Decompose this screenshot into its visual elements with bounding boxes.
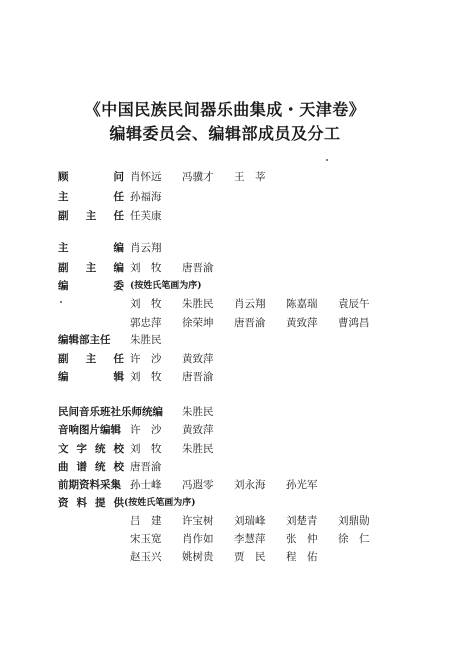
- text-proof-name: 朱胜民: [182, 443, 214, 455]
- early-collection-name: 冯遐零: [182, 479, 214, 491]
- deputy-chief-editor-name: 刘 牧: [130, 262, 162, 274]
- dept-deputy-name: 许 沙: [130, 353, 162, 365]
- early-collection-name: 孙士峰: [130, 479, 162, 491]
- committee-member: 唐晋渝: [234, 317, 266, 329]
- materials-contributor: 程 佑: [286, 551, 318, 563]
- deputy-director-label: 副 主 任: [58, 210, 124, 222]
- editors-label: 编 辑: [58, 371, 124, 383]
- consultant-name: 冯骥才: [182, 171, 214, 183]
- materials-names-row: [0, 548, 450, 566]
- folk-band-editor-row: [0, 403, 450, 421]
- early-collection-name: 刘永海: [234, 479, 266, 491]
- materials-contributor: 徐 仁: [338, 533, 370, 545]
- materials-contributor: 许宝树: [182, 515, 214, 527]
- materials-contributor: 刘瑞峰: [234, 515, 266, 527]
- audio-image-editor-label: 音响图片编辑: [58, 424, 121, 436]
- text-proof-name: 刘 牧: [130, 443, 162, 455]
- scan-speck: [326, 159, 328, 161]
- materials-row: [0, 494, 450, 512]
- committee-order-note: (按姓氏笔画为序): [130, 281, 202, 291]
- dept-deputy-row: [0, 350, 450, 368]
- consultant-name: 王 莘: [234, 171, 266, 183]
- materials-label: 资 料 提 供: [58, 497, 124, 509]
- materials-names-row: [0, 530, 450, 548]
- text-proof-row: [0, 440, 450, 458]
- materials-contributor: 刘楚青: [286, 515, 318, 527]
- dept-director-row: [0, 331, 450, 349]
- scan-speck: [60, 301, 62, 303]
- committee-row: [0, 277, 450, 295]
- dept-director-label: 编辑部主任: [58, 334, 111, 346]
- editor-name: 刘 牧: [130, 371, 162, 383]
- committee-member: 黄致萍: [286, 317, 318, 329]
- committee-member: 陈嘉瑞: [286, 298, 318, 310]
- editors-row: [0, 368, 450, 386]
- chief-editor-label: 主 编: [58, 242, 124, 254]
- materials-contributor: 刘鼎勋: [338, 515, 370, 527]
- committee-member: 郭忠萍: [130, 317, 162, 329]
- committee-member: 徐荣坤: [182, 317, 214, 329]
- audio-image-editor-row: [0, 421, 450, 439]
- deputy-chief-editor-label: 副 主 编: [58, 262, 124, 274]
- document-title: 《中国民族民间器乐曲集成・天津卷》: [84, 100, 366, 119]
- committee-names-row: [0, 314, 450, 332]
- materials-contributor: 贾 民: [234, 551, 266, 563]
- consultant-name: 肖怀远: [130, 171, 162, 183]
- dept-deputy-label: 副 主 任: [58, 353, 124, 365]
- score-proof-label: 曲 谱 统 校: [58, 461, 124, 473]
- materials-contributor: 李慧萍: [234, 533, 266, 545]
- materials-contributor: 赵玉兴: [130, 551, 162, 563]
- early-collection-row: [0, 476, 450, 494]
- committee-member: 肖云翔: [234, 298, 266, 310]
- text-proof-label: 文 字 统 校: [58, 443, 124, 455]
- committee-label: 编 委: [58, 280, 124, 292]
- committee-member: 曹鸿昌: [338, 317, 370, 329]
- folk-band-editor-name: 朱胜民: [182, 406, 214, 418]
- consultants-label: 顾 问: [58, 171, 124, 183]
- materials-contributor: 宋玉宽: [130, 533, 162, 545]
- folk-band-editor-label: 民间音乐班社乐师统编: [58, 406, 163, 418]
- dept-director-name: 朱胜民: [130, 334, 162, 346]
- materials-contributor: 姚树贵: [182, 551, 214, 563]
- director-name: 孙福海: [130, 191, 162, 203]
- materials-contributor: 张 仲: [286, 533, 318, 545]
- materials-names-row: [0, 512, 450, 530]
- editor-name: 唐晋渝: [182, 371, 214, 383]
- document-subtitle: 编辑委员会、编辑部成员及分工: [109, 124, 341, 143]
- committee-names-row: [0, 295, 450, 313]
- dept-deputy-name: 黄致萍: [182, 353, 214, 365]
- materials-contributor: 肖作如: [182, 533, 214, 545]
- committee-member: 刘 牧: [130, 298, 162, 310]
- deputy-director-name: 任芙康: [130, 210, 162, 222]
- materials-contributor: 吕 建: [130, 515, 162, 527]
- score-proof-row: [0, 458, 450, 476]
- materials-order-note: (按姓氏笔画为序): [124, 498, 196, 508]
- chief-editor-row: [0, 239, 450, 257]
- audio-image-editor-name: 黄致萍: [182, 424, 214, 436]
- early-collection-name: 孙光军: [286, 479, 318, 491]
- chief-editor-name: 肖云翔: [130, 242, 162, 254]
- deputy-chief-editor-name: 唐晋渝: [182, 262, 214, 274]
- audio-image-editor-name: 许 沙: [130, 424, 162, 436]
- deputy-director-row: [0, 207, 450, 225]
- director-label: 主 任: [58, 191, 124, 203]
- committee-member: 朱胜民: [182, 298, 214, 310]
- consultants-row: [0, 168, 450, 186]
- deputy-chief-editor-row: [0, 259, 450, 277]
- early-collection-label: 前期资料采集: [58, 479, 121, 491]
- committee-member: 袁辰午: [338, 298, 370, 310]
- score-proof-name: 唐晋渝: [130, 461, 162, 473]
- director-row: [0, 188, 450, 206]
